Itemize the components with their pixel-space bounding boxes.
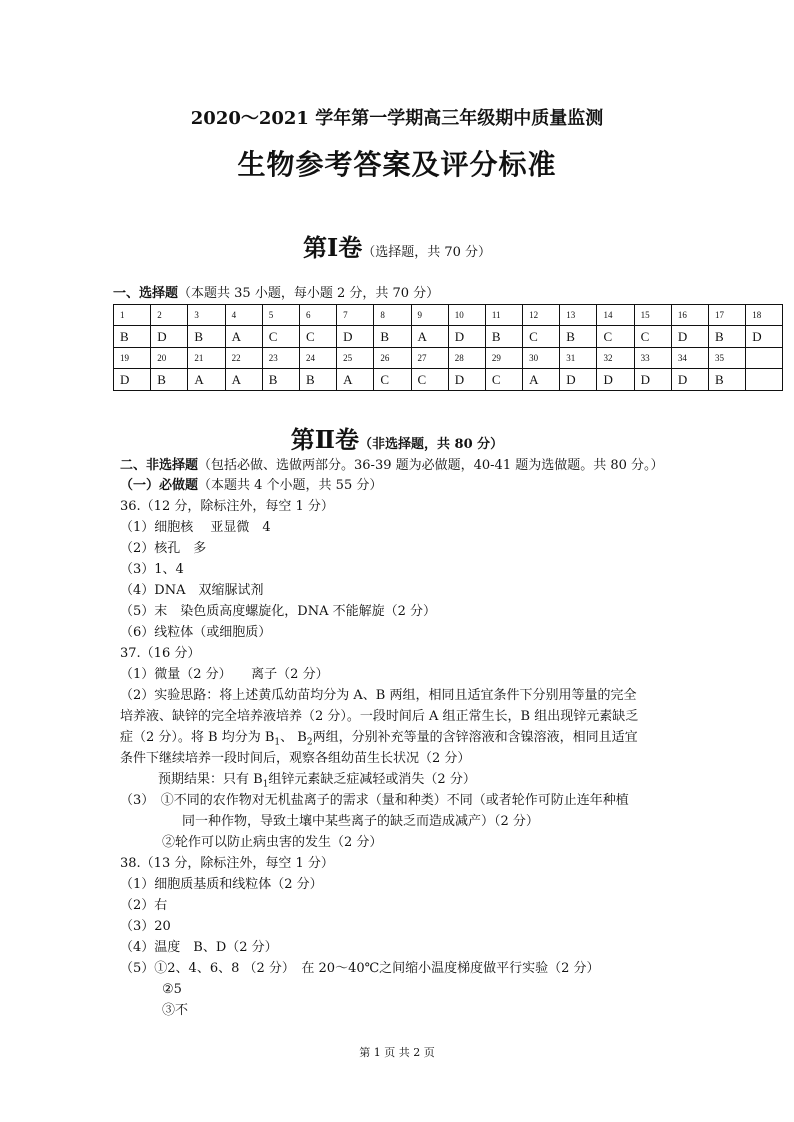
table-cell: 11	[485, 305, 522, 326]
q37-line: 培养液、缺锌的完全培养液培养（2 分）。一段时间后 A 组正常生长，B 组出现锌元素缺乏	[120, 709, 639, 724]
table-row-answers-2	[114, 369, 783, 391]
table-cell: 2	[151, 305, 188, 326]
table-cell: A	[225, 369, 262, 391]
q37-line: ②轮作可以防止病虫害的发生（2 分）	[162, 835, 383, 850]
table-cell: D	[746, 326, 783, 348]
table-cell: D	[114, 369, 151, 391]
table-cell: C	[634, 326, 671, 348]
q38-line: （4）温度 B、D（2 分）	[120, 940, 278, 955]
table-cell: B	[262, 369, 299, 391]
answer-table	[113, 304, 783, 391]
q37-line: （2）实验思路：将上述黄瓜幼苗均分为 A、B 两组，相同且适宜条件下分别用等量的完全	[120, 688, 637, 703]
q36-line: （3）1、4	[120, 562, 184, 577]
table-cell: 30	[523, 348, 560, 369]
table-cell: 26	[374, 348, 411, 369]
table-cell: D	[671, 326, 708, 348]
table-row-answers-1	[114, 326, 783, 348]
part2-heading	[0, 420, 794, 455]
table-cell: 19	[114, 348, 151, 369]
table-cell: C	[374, 369, 411, 391]
table-cell: D	[671, 369, 708, 391]
table-cell: 12	[523, 305, 560, 326]
table-cell: 9	[411, 305, 448, 326]
section1-header	[113, 283, 439, 304]
table-cell: 1	[114, 305, 151, 326]
table-cell: B	[299, 369, 336, 391]
q37-line: 症（2 分）。将 B 均分为 $B_1$、 $B_2$两组，分别补充等量的含锌溶液和含镍溶液，相同且适宜	[120, 730, 638, 748]
q38-line: （3）20	[120, 919, 171, 934]
required-label: （一）必做题	[120, 478, 199, 493]
table-cell	[746, 348, 783, 369]
required-note: （本题共 4 个小题，共 55 分）	[198, 478, 383, 493]
q36-line: （2）核孔 多	[120, 541, 207, 556]
q37-line: （3） ①不同的农作物对无机盐离子的需求（量和种类）不同（或者轮作可防止连年种植	[120, 793, 629, 808]
table-cell: A	[523, 369, 560, 391]
part1-note: （选择题，共 70 分）	[362, 245, 492, 260]
table-cell: 17	[709, 305, 746, 326]
table-cell: 6	[299, 305, 336, 326]
q37-line: 条件下继续培养一段时间后，观察各组幼苗生长状况（2 分）	[120, 751, 471, 766]
table-cell: B	[114, 326, 151, 348]
table-cell: 24	[299, 348, 336, 369]
table-cell: B	[709, 326, 746, 348]
table-cell: 14	[597, 305, 634, 326]
table-cell: 32	[597, 348, 634, 369]
table-cell: 15	[634, 305, 671, 326]
table-cell: 28	[448, 348, 485, 369]
table-cell: D	[151, 326, 188, 348]
q38-line: （5）①2、4、6、8 （2 分） 在 20～40℃之间缩小温度梯度做平行实验（2 分）	[120, 961, 600, 976]
required-header	[120, 475, 382, 496]
table-cell: 18	[746, 305, 783, 326]
q38-line: （1）细胞质基质和线粒体（2 分）	[120, 877, 323, 892]
q36-line: （1）细胞核 亚显微 4	[120, 520, 271, 535]
table-cell: 31	[560, 348, 597, 369]
document-title: 2020～2021 学年第一学期高三年级期中质量监测	[190, 108, 604, 129]
part2-note: （非选择题，共 80 分）	[359, 437, 504, 452]
part2-title: 第Ⅱ卷	[290, 425, 360, 454]
part1-title: 第Ⅰ卷	[302, 233, 363, 262]
table-cell: C	[485, 369, 522, 391]
section2-header	[120, 455, 664, 476]
q37-head: 37.（16 分）	[120, 646, 201, 661]
table-cell: 8	[374, 305, 411, 326]
table-cell: D	[634, 369, 671, 391]
q38-subline: ②5	[162, 982, 182, 997]
table-cell: B	[709, 369, 746, 391]
q38-head: 38.（13 分，除标注外，每空 1 分）	[120, 856, 334, 871]
table-cell: D	[560, 369, 597, 391]
table-cell: 4	[225, 305, 262, 326]
table-cell: 7	[337, 305, 374, 326]
q37-expected-result: 预期结果：只有 $B_1$组锌元素缺乏症减轻或消失（2 分）	[158, 772, 476, 790]
table-cell: C	[597, 326, 634, 348]
q37-line: （1）微量（2 分） 离子（2 分）	[120, 667, 329, 682]
table-cell: D	[597, 369, 634, 391]
table-cell: B	[151, 369, 188, 391]
section2-label: 二、非选择题	[120, 458, 199, 473]
table-cell: A	[411, 326, 448, 348]
table-cell: 21	[188, 348, 225, 369]
table-cell: 27	[411, 348, 448, 369]
table-cell: 3	[188, 305, 225, 326]
table-cell: C	[299, 326, 336, 348]
table-cell: 5	[262, 305, 299, 326]
table-cell: D	[448, 326, 485, 348]
table-row-numbers-2	[114, 348, 783, 369]
part1-heading	[0, 228, 794, 263]
table-cell	[746, 369, 783, 391]
table-cell: C	[411, 369, 448, 391]
document-subtitle: 生物参考答案及评分标准	[237, 148, 557, 181]
table-cell: 10	[448, 305, 485, 326]
table-cell: 13	[560, 305, 597, 326]
table-cell: D	[337, 326, 374, 348]
table-cell: 34	[671, 348, 708, 369]
q36-head: 36.（12 分，除标注外，每空 1 分）	[120, 499, 334, 514]
table-row-numbers-1	[114, 305, 783, 326]
table-cell: B	[560, 326, 597, 348]
table-cell: A	[225, 326, 262, 348]
section2-note: （包括必做、选做两部分。36-39 题为必做题，40-41 题为选做题。共 80 分。）	[198, 458, 664, 473]
q38-subline: ③不	[162, 1003, 189, 1018]
q36-line: （4）DNA 双缩脲试剂	[120, 583, 264, 598]
table-cell: 23	[262, 348, 299, 369]
table-cell: A	[188, 369, 225, 391]
table-cell: A	[337, 369, 374, 391]
table-cell: B	[374, 326, 411, 348]
table-cell: 29	[485, 348, 522, 369]
table-cell: B	[188, 326, 225, 348]
section1-note: （本题共 35 小题，每小题 2 分，共 70 分）	[178, 286, 440, 301]
table-cell: C	[262, 326, 299, 348]
q36-line: （5）末 染色质高度螺旋化，DNA 不能解旋（2 分）	[120, 604, 436, 619]
table-cell: 35	[709, 348, 746, 369]
table-cell: 33	[634, 348, 671, 369]
table-cell: 16	[671, 305, 708, 326]
section1-label: 一、选择题	[113, 286, 179, 301]
q36-line: （6）线粒体（或细胞质）	[120, 625, 272, 640]
table-cell: D	[448, 369, 485, 391]
table-cell: B	[485, 326, 522, 348]
q37-line: 同一种作物，导致土壤中某些离子的缺乏而造成减产）（2 分）	[182, 814, 539, 829]
table-cell: 22	[225, 348, 262, 369]
table-cell: C	[523, 326, 560, 348]
table-cell: 25	[337, 348, 374, 369]
q38-line: （2）右	[120, 898, 168, 913]
page-footer: 第 1 页 共 2 页	[359, 1046, 435, 1059]
table-cell: 20	[151, 348, 188, 369]
